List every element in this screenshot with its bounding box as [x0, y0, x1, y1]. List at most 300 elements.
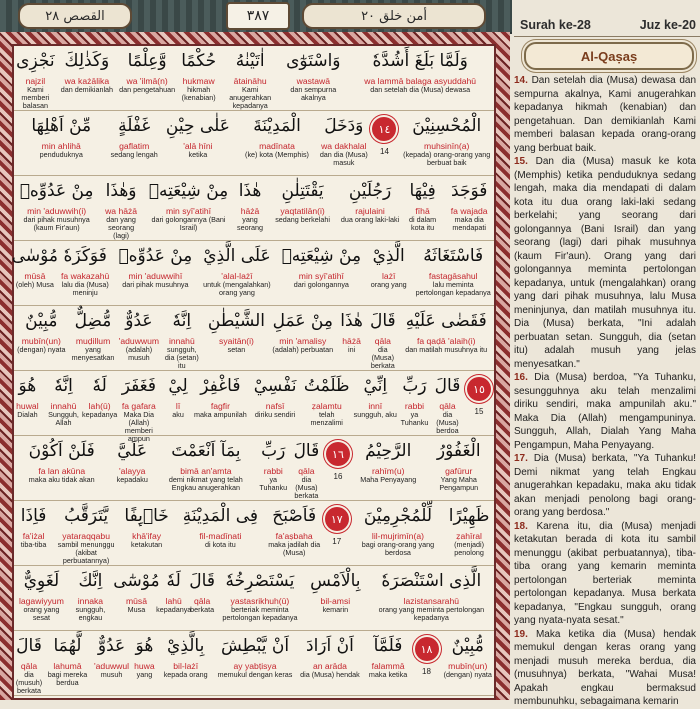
- word-cell: [57, 46, 117, 110]
- word-cell: [280, 46, 346, 110]
- word-gloss: sambil menunggu (akibat perbuatannya): [57, 540, 115, 565]
- transliteration: najzil: [25, 76, 46, 86]
- word-gloss: Kami memberi balasan: [21, 85, 50, 110]
- arabic-word: عَلَيَّ: [117, 441, 148, 461]
- word-gloss: yang: [136, 670, 153, 679]
- word-cell: [249, 371, 301, 435]
- transliteration: qāla: [374, 336, 391, 346]
- arabic-word: هُوَ: [135, 636, 154, 656]
- word-gloss: dia (Musa) hendak: [300, 670, 360, 679]
- verse-end-marker: [369, 111, 399, 175]
- arabic-word: وَكَذٰلِكَ: [64, 51, 110, 71]
- transliteration: yastasrikhuh(ū): [230, 596, 290, 606]
- word-gloss: dia (Musa) berdoa: [436, 410, 459, 435]
- surah-header-oval: القصص ٢٨: [18, 3, 132, 29]
- arabic-word: حُكْمًا: [181, 51, 217, 71]
- arabic-word: فَاسْتَغَاثَهُ: [423, 246, 484, 266]
- arabic-word: لَهٗ: [166, 571, 181, 591]
- word-cell: [14, 306, 69, 370]
- word-cell: [352, 501, 444, 565]
- arabic-word: اِنَّكَ: [78, 571, 103, 591]
- word-cell: [69, 306, 118, 370]
- word-cell: [301, 371, 353, 435]
- word-cell: [44, 631, 91, 695]
- arabic-word: فَقَضٰى عَلَيْهِ: [405, 311, 487, 331]
- transliteration: fa'iżal: [22, 531, 45, 541]
- transliteration: yataraqqabu: [62, 531, 110, 541]
- arabic-word: وَاسْتَوٰٓى: [286, 51, 341, 71]
- word-cell: [353, 371, 398, 435]
- word-cell: [117, 306, 160, 370]
- arabic-word: قَالَ: [369, 311, 396, 331]
- transliteration: qāla: [298, 466, 315, 476]
- word-cell: [109, 436, 155, 500]
- transliteration: lagawiyyum: [18, 596, 64, 606]
- word-gloss: kepadanya: [156, 605, 192, 614]
- verse-number-latin: 18: [422, 667, 431, 676]
- word-gloss: ketika: [188, 150, 208, 159]
- word-cell: [398, 371, 431, 435]
- transliteration: fa lan akūna: [38, 466, 86, 476]
- verse-page: [12, 44, 496, 700]
- transliteration: hāżā: [240, 206, 260, 216]
- transliteration: fa gafara: [121, 401, 156, 411]
- word-gloss: Musa: [127, 605, 146, 614]
- verse-row: [14, 46, 494, 111]
- transliteration: wa dakhalal: [321, 141, 367, 151]
- arabic-word: لِيْ: [168, 376, 188, 396]
- transliteration: 'alā hīni: [183, 141, 213, 151]
- transliteration: wastawā: [296, 76, 331, 86]
- verse-end-marker: [412, 631, 442, 695]
- word-gloss: aku: [172, 410, 184, 419]
- word-cell: [157, 631, 215, 695]
- word-cell: [112, 566, 161, 630]
- arabic-word: لِّلْمُجْرِمِيْنَ: [363, 506, 433, 526]
- verse-translation: Dan dia (Musa) masuk ke kota (Memphis) ketika penduduknya sedang lengah, maka dia mendapati di dalam kota itu dua orang laki-laki sedang berkelahi; yang seorang dari golongannya (Bani Israil) dan yang seorang (lagi) dari pihak musuhnya (kaum Fir'aun). Orang yang dari golongannya meminta pertolongan kepadanya, untuk (mengalahkan) orang yang dari pihak musuhnya, lalu Musa meninjunya, dan matilah musuhnya itu. Dia (Musa) berkata, "Ini adalah perbuatan setan. Sungguh, dia (setan itu) adalah musuh yang jelas menyesatkan.": [514, 156, 696, 370]
- transliteration: muhsinīn(a): [424, 141, 470, 151]
- word-cell: [367, 306, 398, 370]
- word-gloss: yang seorang: [237, 215, 263, 232]
- transliteration: min syī'atihī: [298, 271, 344, 281]
- transliteration: ẓalamtu: [311, 401, 342, 411]
- word-cell: [398, 306, 494, 370]
- arabic-word: اَنْ اَرَادَ: [306, 636, 354, 656]
- verse-end-marker: [322, 501, 352, 565]
- word-gloss: (adalah) perbuatan: [272, 345, 334, 354]
- verse-number: 16.: [514, 372, 528, 383]
- word-cell: [160, 111, 236, 175]
- word-cell: [318, 111, 369, 175]
- word-gloss: bagi orang-orang yang berdosa: [361, 540, 435, 557]
- transliteration: innī: [368, 401, 383, 411]
- verse-number-latin: 17: [332, 537, 342, 546]
- transliteration: lah(ū): [88, 401, 111, 411]
- arabic-word: الْمُحْسِنِيْنَ: [412, 116, 482, 136]
- transliteration: lahumā: [53, 661, 82, 671]
- transliteration: an arāda: [312, 661, 347, 671]
- transliteration: ay yabṭisya: [233, 661, 277, 671]
- arabic-word: وَهٰذَا: [105, 181, 137, 201]
- word-cell: [119, 501, 174, 565]
- arabic-word: وَدَخَلَ: [324, 116, 364, 136]
- verse-end-marker: [323, 436, 353, 500]
- word-cell: [412, 241, 494, 305]
- arabic-word: مُوْسٰٓى: [113, 571, 160, 591]
- word-gloss: dari pihak musuhnya: [122, 280, 189, 289]
- arabic-word: اِنِّيْ: [363, 376, 388, 396]
- verse-row: [14, 176, 494, 241]
- verse-number: 15.: [514, 156, 528, 167]
- translation-paragraph: [514, 628, 696, 709]
- transliteration: lil-mujrimīn(a): [371, 531, 424, 541]
- word-cell: [14, 176, 99, 240]
- arabic-word: اِنَّهٗ: [172, 311, 192, 331]
- verse-row: [14, 501, 494, 566]
- verse-row: [11, 241, 494, 306]
- transliteration: 'alal-lażī: [221, 271, 253, 281]
- verse-translation: Dan setelah dia (Musa) dewasa dan sempurna akalnya, Kami anugerahkan kepadanya hikmah (kenabian) dan pengetahuan. Dan demikianlah Kami memberi balasan kepada orang-orang yang berbuat baik.: [514, 75, 697, 154]
- arabic-word: فَاِذَا: [20, 506, 47, 526]
- word-gloss: kepadanya: [82, 410, 118, 419]
- arabic-word: مِنْ عَدُوِّهٖ: [19, 181, 94, 201]
- arabic-word: مُوْسٰى: [11, 246, 59, 266]
- word-cell: [218, 566, 302, 630]
- word-gloss: maka ketika: [368, 670, 408, 679]
- word-cell: [339, 176, 400, 240]
- translation-paragraph: [514, 520, 696, 628]
- verse-number-latin: 15: [474, 407, 484, 416]
- word-gloss: (ke) kota (Memphis): [245, 150, 309, 159]
- word-gloss: dan dia (Musa) masuk: [319, 150, 368, 167]
- word-cell: [14, 371, 41, 435]
- transliteration: rajulaini: [355, 206, 385, 216]
- word-cell: [266, 176, 339, 240]
- transliteration: syaitān(i): [219, 336, 254, 346]
- arabic-word: عَدُوٌّ: [125, 311, 153, 331]
- word-gloss: kepadaku: [116, 475, 148, 484]
- arabic-word: الشَّيْطٰنِ: [207, 311, 266, 331]
- word-cell: [14, 566, 69, 630]
- word-cell: [82, 371, 118, 435]
- word-cell: [369, 566, 494, 630]
- translation-paragraph: [514, 371, 696, 452]
- word-cell: [196, 241, 278, 305]
- word-cell: [160, 306, 203, 370]
- verse-row: [14, 566, 494, 631]
- surah-name-banner: Al-Qaṣaṣ: [524, 42, 694, 70]
- surah-label: Surah ke-28: [520, 18, 591, 32]
- transliteration: fil-madīnati: [199, 531, 242, 541]
- arabic-word: رَبِّ: [261, 441, 286, 461]
- word-gloss: maka jadilah dia (Musa): [268, 540, 321, 557]
- transliteration: ātaināhu: [233, 76, 267, 86]
- arabic-word: الَّذِيْ: [372, 246, 405, 266]
- word-cell: [99, 176, 143, 240]
- word-gloss: kemarin: [322, 605, 349, 614]
- word-gloss: demi nikmat yang telah Engkau anugerahkan: [168, 475, 243, 492]
- transliteration: muḍillum: [75, 336, 111, 346]
- word-gloss: maka dia mendapati: [452, 215, 486, 232]
- transliteration: qāla: [439, 401, 456, 411]
- transliteration: min ahlihā: [41, 141, 81, 151]
- verse-number-circle: ١٨: [415, 637, 439, 661]
- word-cell: [191, 371, 249, 435]
- arabic-word: غَفْلَةٍ: [118, 116, 151, 136]
- transliteration: innahū: [168, 336, 195, 346]
- transliteration: huwal: [16, 401, 39, 411]
- arabic-word: مِنْ عَمَلِ: [272, 311, 333, 331]
- arabic-word: نَفْسِيْ: [253, 376, 297, 396]
- transliteration: min syī'atihī: [165, 206, 212, 216]
- transliteration: wa hāżā: [105, 206, 138, 216]
- verse-row: [14, 371, 494, 443]
- transliteration: khā'ifay: [132, 531, 162, 541]
- word-gloss: sungguh, dia (setan) itu: [164, 345, 199, 370]
- word-gloss: (dengan) nyata: [443, 670, 492, 679]
- word-cell: [295, 631, 364, 695]
- arabic-word: يَّتَرَقَّبُ: [64, 506, 109, 526]
- transliteration: bimā an'amta: [180, 466, 232, 476]
- transliteration: madīnata: [259, 141, 295, 151]
- word-cell: [278, 241, 365, 305]
- arabic-word: يَسْتَصْرِخُهٗ: [225, 571, 295, 591]
- transliteration: fa qaḍā 'alaih(i): [416, 336, 476, 346]
- arabic-word: قَالَ: [434, 376, 461, 396]
- transliteration: fa'aṣbaha: [275, 531, 313, 541]
- verse-number: 18.: [514, 520, 528, 532]
- arabic-word: وَلَمَّا بَلَغَ أَشُدَّهٗ: [372, 51, 468, 71]
- verse-number-circle: ١٧: [325, 507, 349, 531]
- arabic-word: عَلَى الَّذِيْ: [203, 246, 271, 266]
- translation-paragraph: [514, 74, 696, 155]
- word-cell: [442, 631, 495, 695]
- transliteration: qāla: [194, 596, 211, 606]
- word-cell: [91, 631, 132, 695]
- word-cell: [186, 566, 217, 630]
- arabic-word: قَالَ: [189, 571, 215, 591]
- arabic-word: فِى الْمَدِيْنَةِ: [182, 506, 259, 526]
- transliteration: mubīn(un): [21, 336, 61, 346]
- transliteration: fastagāsahul: [428, 271, 478, 281]
- word-gloss: dan setelah dia (Musa) dewasa: [370, 85, 471, 94]
- word-cell: [234, 176, 266, 240]
- word-gloss: dan yang seorang (lagi): [106, 215, 136, 240]
- word-cell: [56, 241, 115, 305]
- word-gloss: untuk (mengalahkan) orang yang: [203, 280, 271, 297]
- word-gloss: dan matilah musuhnya itu: [405, 345, 488, 354]
- arabic-word: عَلٰى حِيْنِ: [165, 116, 230, 136]
- verse-translation: Dia (Musa) berdoa, "Ya Tuhanku, sesungguhnya aku telah menzalimi diriku sendiri, maka ampunilah aku." Maka Dia (Allah) mengampuninya. Sungguh, Allah, Dialah Yang Maha Pengampun, Maha Penyayang.: [514, 372, 696, 451]
- transliteration: 'aduwwum: [118, 336, 160, 346]
- transliteration: innahū: [50, 401, 77, 411]
- word-gloss: dan sempurna akalnya: [290, 85, 337, 102]
- word-gloss: dua orang laki-laki: [340, 215, 400, 224]
- word-gloss: ketakutan: [131, 540, 163, 549]
- ornamental-border: [0, 32, 510, 700]
- verse-number-circle: ١٦: [326, 442, 350, 466]
- word-cell: [14, 111, 109, 175]
- transliteration: lahū: [165, 596, 182, 606]
- transliteration: rabbi: [263, 466, 283, 476]
- page-header-band: [0, 0, 512, 34]
- word-cell: [336, 306, 367, 370]
- transliteration: huwa: [134, 661, 155, 671]
- verse-number-circle: ١٤: [372, 117, 396, 141]
- transliteration: bil-amsi: [320, 596, 351, 606]
- transliteration: falammā: [371, 661, 405, 671]
- arabic-word: بِالْاَمْسِ: [310, 571, 361, 591]
- word-gloss: sedang berkelahi: [275, 215, 330, 224]
- word-gloss: hikmah (kenabian): [181, 85, 216, 102]
- word-gloss: setan: [227, 345, 246, 354]
- verse-translation: Maka ketika dia (Musa) hendak memukul dengan keras orang yang menjadi musuh mereka berdua, dia (musuhnya) berkata, "Wahai Musa! Apakah engkau bermaksud membunuhku, sebagaimana kemarin: [514, 628, 696, 707]
- verse-number: 19.: [514, 628, 528, 640]
- word-cell: [270, 306, 336, 370]
- arabic-word: لَّهُمَا: [53, 636, 82, 656]
- word-cell: [290, 436, 323, 500]
- transliteration: gafūrur: [445, 466, 473, 476]
- word-gloss: orang yang sesat: [23, 605, 60, 622]
- arabic-word: لَغَوِيٌّ: [23, 571, 60, 591]
- arabic-word: فَوَكَزَهٗ: [63, 246, 107, 266]
- arabic-word: الرَّحِيْمُ: [365, 441, 412, 461]
- word-gloss: ya Tuhanku: [259, 475, 288, 492]
- arabic-word: فَاغْفِرْ: [200, 376, 241, 396]
- arabic-word: مِنْ عَدُوِّهٖ: [118, 246, 193, 266]
- word-gloss: orang yang: [370, 280, 407, 289]
- word-gloss: Sungguh, Allah: [48, 410, 79, 427]
- word-gloss: Kami anugerahkan kepadanya: [229, 85, 272, 110]
- transliteration: wa każālika: [64, 76, 110, 86]
- word-cell: [165, 371, 192, 435]
- word-gloss: di kota itu: [205, 540, 236, 549]
- word-cell: [143, 176, 234, 240]
- transliteration: hukmaw: [182, 76, 215, 86]
- arabic-word: الْمَدِيْنَةَ: [253, 116, 301, 136]
- word-cell: [41, 371, 86, 435]
- word-cell: [353, 436, 424, 500]
- transliteration: mūsā: [125, 596, 147, 606]
- word-cell: [174, 501, 266, 565]
- verse-number-circle: ١٥: [467, 377, 491, 401]
- arabic-word: خَاۤىِٕفًا: [124, 506, 169, 526]
- word-gloss: Dialah: [17, 410, 38, 419]
- verse-number-latin: 16: [333, 472, 343, 481]
- word-gloss: berteriak meminta pertolongan kepadanya: [222, 605, 298, 622]
- verse-row: [14, 306, 494, 371]
- arabic-word: يَقْتَتِلٰنِ: [281, 181, 324, 201]
- word-cell: [109, 111, 160, 175]
- arabic-word: ظَلَمْتُ: [303, 376, 350, 396]
- word-cell: [365, 241, 412, 305]
- arabic-word: فَلَنْ اَكُوْنَ: [28, 441, 95, 461]
- word-cell: [132, 631, 156, 695]
- arabic-word: لَهٗ: [92, 376, 107, 396]
- transliteration: fīhā: [415, 206, 430, 216]
- word-cell: [220, 46, 280, 110]
- arabic-word: مُّبِيْنٌ: [25, 311, 58, 331]
- arabic-word: فَاَصْبَحَ: [272, 506, 317, 526]
- word-gloss: dia (Musa) berkata: [294, 475, 319, 500]
- arabic-word: فَوَجَدَ: [451, 181, 488, 201]
- word-cell: [399, 111, 494, 175]
- word-cell: [431, 371, 464, 435]
- word-gloss: bagi mereka berdua: [47, 670, 88, 687]
- word-gloss: tiba-tiba: [20, 540, 47, 549]
- word-gloss: maka aku tidak akan: [28, 475, 95, 484]
- transliteration: 'alayya: [118, 466, 146, 476]
- arabic-word: فِيْهَا: [409, 181, 436, 201]
- word-cell: [113, 371, 165, 443]
- word-gloss: (adalah) musuh: [125, 345, 153, 362]
- word-gloss: dan demikianlah: [60, 85, 114, 94]
- translation-paragraph: [514, 452, 696, 520]
- transliteration: innaka: [77, 596, 104, 606]
- word-cell: [177, 46, 220, 110]
- juz-header-oval: أمن خلق ٢٠: [302, 3, 486, 29]
- arabic-word: اٰتَيْنٰهُ: [235, 51, 265, 71]
- transliteration: lażī: [382, 271, 396, 281]
- word-gloss: ya Tuhanku: [400, 410, 429, 427]
- word-cell: [236, 111, 318, 175]
- word-gloss: diriku sendiri: [254, 410, 296, 419]
- transliteration: mubīn(un): [448, 661, 488, 671]
- verse-row: [14, 111, 494, 176]
- transliteration: qāla: [20, 661, 38, 671]
- word-cell: [115, 241, 197, 305]
- word-gloss: maka ampunilah: [194, 410, 247, 419]
- arabic-word: قَالَ: [16, 636, 42, 656]
- word-cell: [267, 501, 322, 565]
- translation-column: [514, 74, 697, 707]
- verse-number: 17.: [514, 453, 528, 464]
- arabic-word: هٰذَا: [238, 181, 262, 201]
- word-gloss: (oleh) Musa: [15, 280, 54, 289]
- transliteration: min 'amalisy: [279, 336, 327, 346]
- arabic-word: مِنْ شِيْعَتِهٖ: [281, 246, 362, 266]
- word-cell: [215, 631, 296, 695]
- arabic-word: الْغَفُوْرُ: [436, 441, 481, 461]
- word-cell: [346, 46, 494, 110]
- arabic-word: نَجْزِى: [16, 51, 55, 71]
- word-cell: [14, 501, 53, 565]
- word-gloss: telah menzalimi: [310, 410, 343, 427]
- transliteration: hāżā: [342, 336, 361, 346]
- transliteration: min 'aduwwihī: [128, 271, 183, 281]
- word-gloss: yang menyesatkan: [71, 345, 115, 362]
- arabic-word: هٰذَا: [340, 311, 363, 331]
- verse-translation: Karena itu, dia (Musa) menjadi ketakutan berada di kota itu sambil menunggu (akibat perbuatannya), tiba-tiba orang yang kemarin meminta pertolongan berteriak meminta pertolongan kepadanya. Musa berkata kepadanya, "Engkau sungguh, orang yang nyata-nyata sesat.": [514, 520, 696, 626]
- word-gloss: penduduknya: [39, 150, 83, 159]
- word-cell: [156, 566, 192, 630]
- transliteration: 'aduwwul: [94, 661, 130, 671]
- word-cell: [444, 176, 494, 240]
- word-cell: [365, 631, 412, 695]
- word-gloss: (menjadi) penolong: [454, 540, 485, 557]
- word-gloss: sungguh, engkau: [75, 605, 106, 622]
- arabic-word: رَبِّ: [402, 376, 427, 396]
- word-gloss: dari pihak musuhnya (kaum Fir'aun): [23, 215, 90, 232]
- arabic-word: عَدُوٌّ: [97, 636, 126, 656]
- word-cell: [257, 436, 290, 500]
- verse-translation: Dia (Musa) berkata, "Ya Tuhanku! Demi nikmat yang telah Engkau anugerahkan kepadaku, maka aku tidak akan menjadi penolong bagi orang-orang yang berdosa.": [514, 453, 697, 518]
- word-gloss: dia (Musa) berkata: [370, 345, 395, 370]
- arabic-word: مِّنْ اَهْلِهَا: [31, 116, 92, 136]
- word-cell: [155, 436, 257, 500]
- arabic-word: وَّعِلْمًا: [127, 51, 167, 71]
- arabic-word: هُوَ: [18, 376, 37, 396]
